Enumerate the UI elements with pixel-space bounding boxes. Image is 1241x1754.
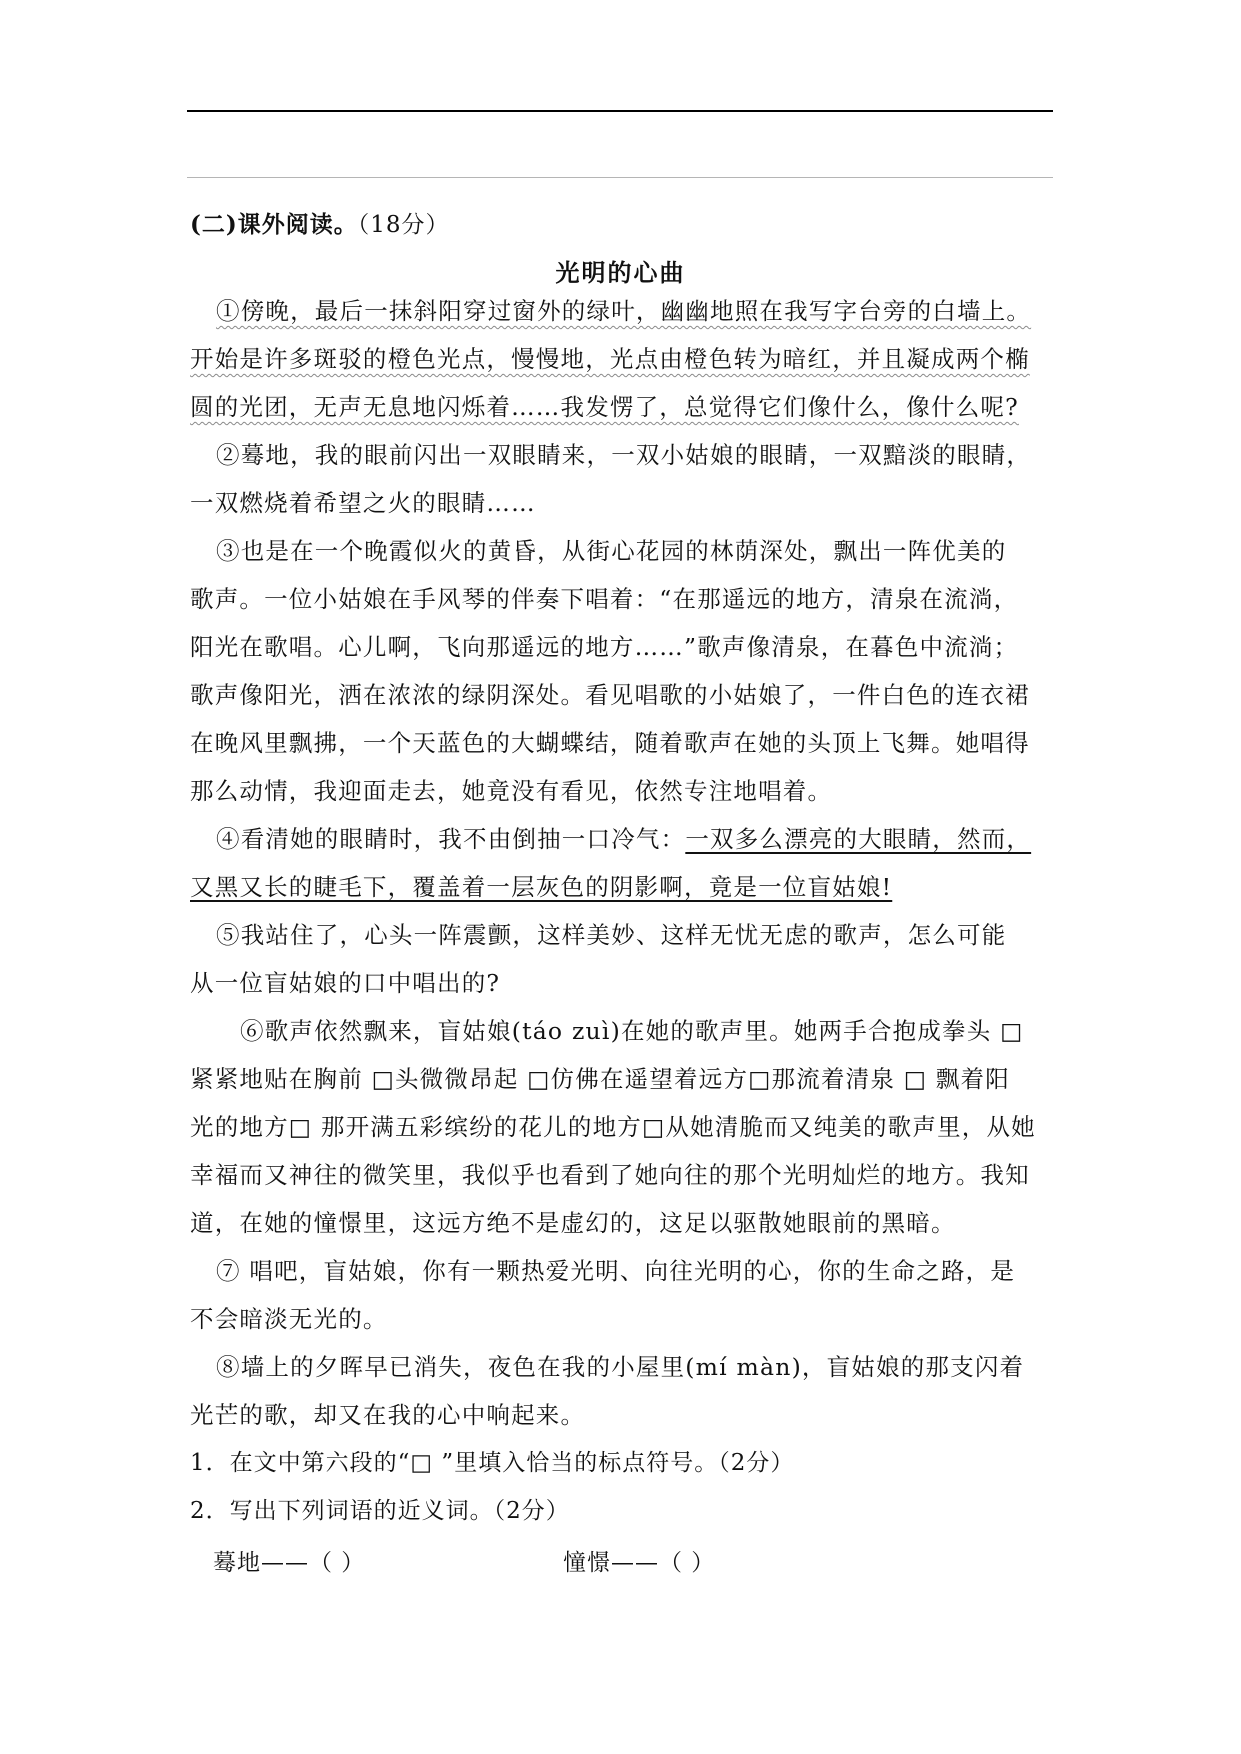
paragraph-line: 道，在她的憧憬里，这远方绝不是虚幻的，这足以驱散她眼前的黑暗。 — [190, 1209, 956, 1237]
paragraph-line: 紧紧地贴在胸前 □头微微昂起 □仿佛在遥望着远方□那流着清泉 □ 飘着阳 — [190, 1065, 1010, 1093]
paragraph-line: 在晚风里飘拂，一个天蓝色的大蝴蝶结，随着歌声在她的头顶上飞舞。她唱得 — [190, 729, 1030, 757]
paragraph-line: 开始是许多斑驳的橙色光点，慢慢地，光点由橙色转为暗红，并且凝成两个椭 — [190, 345, 1030, 373]
paragraph-line: 一双燃烧着希望之火的眼睛…… — [190, 489, 536, 517]
paragraph-line: ⑧墙上的夕晖早已消失，夜色在我的小屋里(mí màn)，盲姑娘的那支闪着 — [216, 1353, 1025, 1381]
underlined-sentence: 一双多么漂亮的大眼睛，然而， — [685, 825, 1032, 853]
paragraph-line — [216, 820, 1031, 854]
paragraph-line: 歌声像阳光，洒在浓浓的绿阴深处。看见唱歌的小姑娘了，一件白色的连衣裙 — [190, 681, 1030, 709]
section-score: （18分） — [357, 212, 450, 238]
paragraph-line: 光芒的歌，却又在我的心中响起来。 — [190, 1401, 586, 1429]
paragraph-line: ②蓦地，我的眼前闪出一双眼睛来，一双小姑娘的眼睛，一双黯淡的眼睛， — [216, 441, 1032, 469]
synonym-item-1: 蓦地——（ ） — [213, 1550, 366, 1576]
paragraph-line — [190, 388, 1019, 422]
paragraph-line: 从一位盲姑娘的口中唱出的? — [190, 969, 501, 997]
top-rule — [187, 110, 1053, 112]
question-2: 2．写出下列词语的近义词。（2分） — [190, 1498, 570, 1524]
paragraph-line: 那么动情，我迎面走去，她竟没有看见，依然专注地唱着。 — [190, 777, 833, 805]
synonym-item-2: 憧憬——（ ） — [563, 1550, 716, 1576]
answer-line — [187, 177, 1053, 178]
section-heading — [190, 206, 450, 239]
paragraph-line: ①傍晚，最后一抹斜阳穿过窗外的绿叶，幽幽地照在我写字台旁的白墙上。 — [216, 297, 1032, 325]
paragraph-line: ⑥歌声依然飘来，盲姑娘(táo zuì)在她的歌声里。她两手合抱成拳头 □ — [240, 1017, 1024, 1045]
paragraph-line: ⑤我站住了，心头一阵震颤，这样美妙、这样无忧无虑的歌声，怎么可能 — [216, 921, 1007, 949]
passage-title: 光明的心曲 — [555, 258, 686, 287]
section-heading-text: (二)课外阅读。 — [190, 211, 358, 238]
paragraph-line-text: 圆的光团，无声无息地闪烁着……我发愣了，总觉得它们像什么，像什么呢? — [190, 393, 1019, 421]
paragraph-line-text: ④看清她的眼睛时，我不由倒抽一口冷气： — [216, 825, 686, 853]
paragraph-line: ⑦ 唱吧，盲姑娘，你有一颗热爱光明、向往光明的心，你的生命之路，是 — [216, 1257, 1016, 1285]
paragraph-line: 阳光在歌唱。心儿啊，飞向那遥远的地方……”歌声像清泉，在暮色中流淌； — [190, 633, 1019, 661]
underlined-sentence: 又黑又长的睫毛下，覆盖着一层灰色的阴影啊，竟是一位盲姑娘! — [190, 873, 893, 901]
question-1: 1．在文中第六段的“□ ”里填入恰当的标点符号。（2分） — [190, 1450, 795, 1476]
paragraph-line: 不会暗淡无光的。 — [190, 1305, 388, 1333]
paragraph-line: 歌声。一位小姑娘在手风琴的伴奏下唱着：“在那遥远的地方，清泉在流淌， — [190, 585, 1019, 613]
paragraph-line — [190, 868, 892, 902]
paragraph-line: 幸福而又神往的微笑里，我似乎也看到了她向往的那个光明灿烂的地方。我知 — [190, 1161, 1030, 1189]
paragraph-line: ③也是在一个晚霞似火的黄昏，从街心花园的林荫深处，飘出一阵优美的 — [216, 537, 1007, 565]
paragraph-line: 光的地方□ 那开满五彩缤纷的花儿的地方□从她清脆而又纯美的歌声里，从她 — [190, 1113, 1036, 1141]
